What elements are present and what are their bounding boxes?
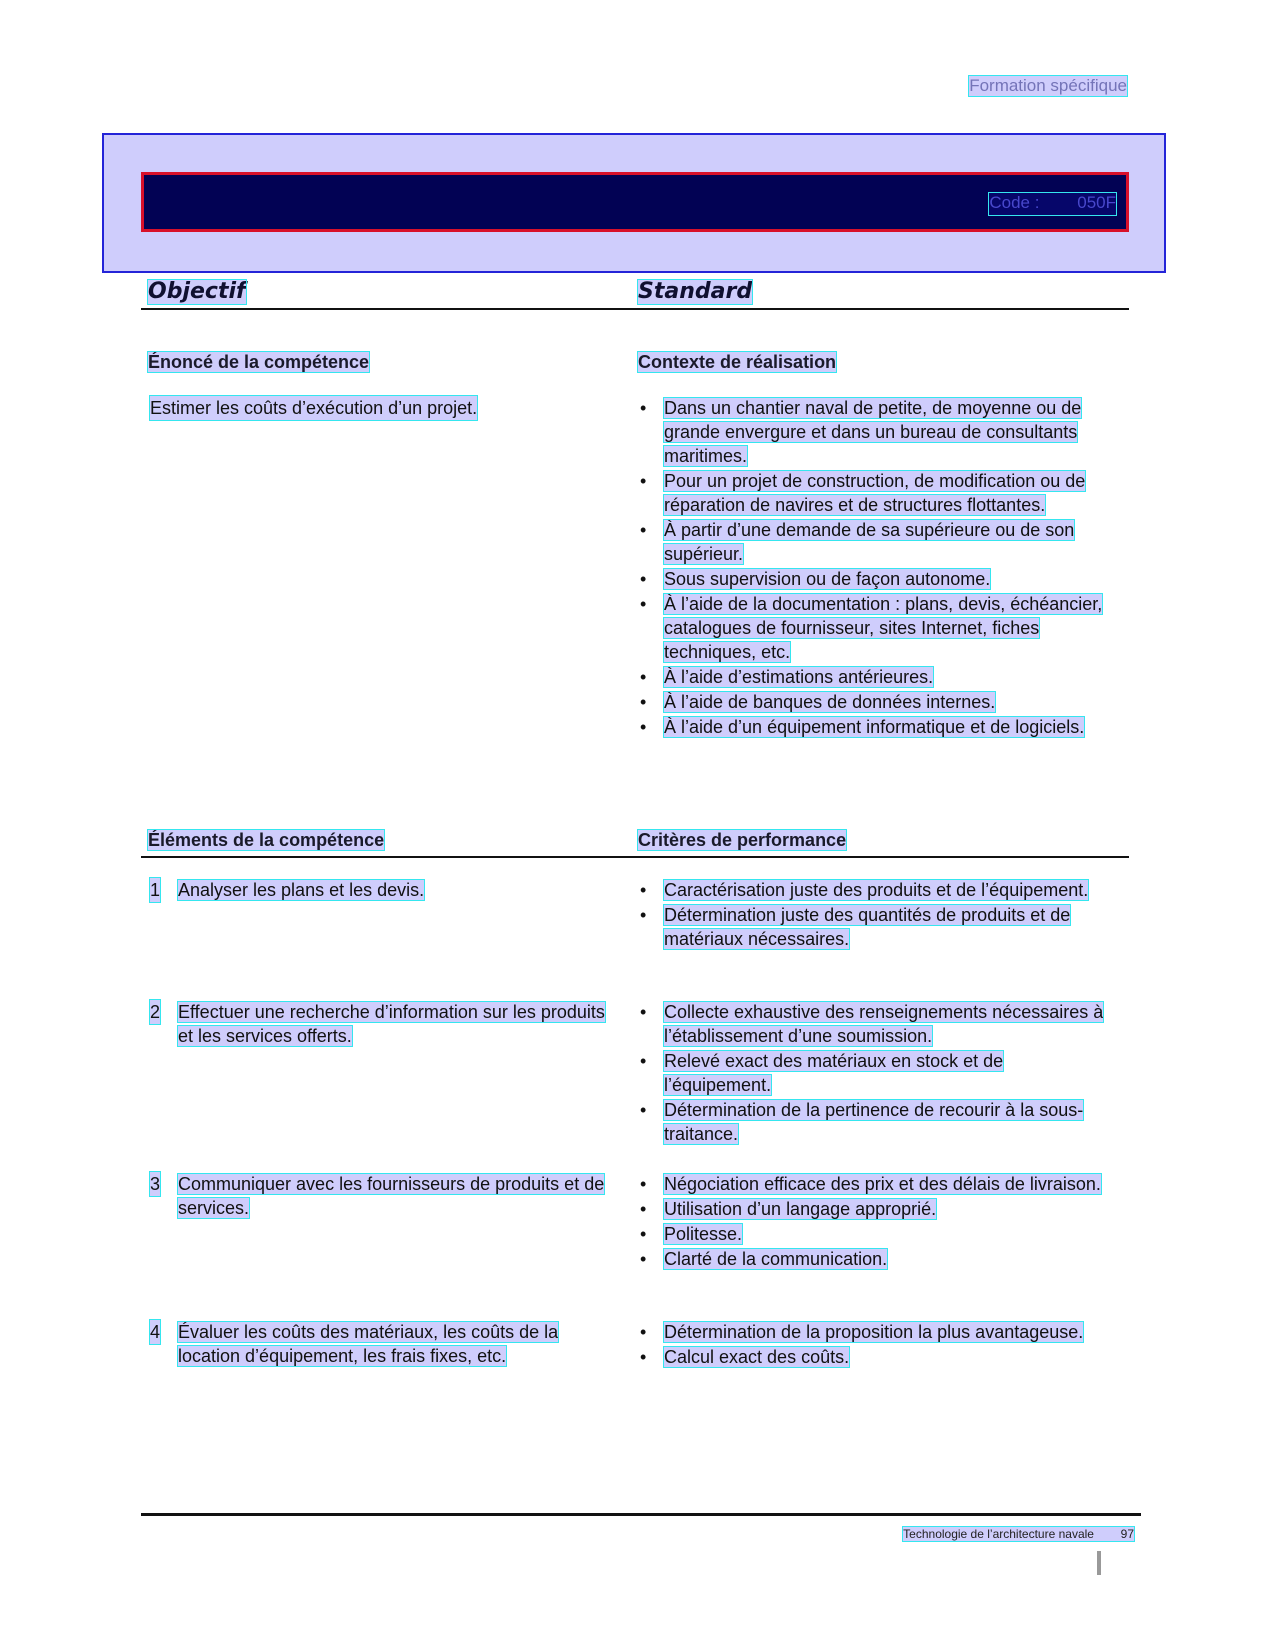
- element-2: [150, 1000, 620, 1048]
- criterion-item: [640, 1222, 1110, 1246]
- criterion-text: Détermination juste des quantités de produits et de matériaux nécessaires.: [664, 905, 1071, 949]
- context-item: [640, 567, 1110, 591]
- competency-statement-text: Estimer les coûts d’exécution d’un projet.: [150, 398, 478, 418]
- element-number: 4: [150, 1322, 161, 1342]
- context-item-text: À l’aide de banques de données internes.: [664, 692, 996, 712]
- criterion-item: [640, 1172, 1110, 1196]
- criteria-list-1: [640, 878, 1110, 952]
- criteria-list-2: [640, 1000, 1110, 1147]
- code-label: Code :: [989, 193, 1040, 212]
- criterion-text: Détermination de la proposition la plus avantageuse.: [664, 1322, 1084, 1342]
- criterion-item: [640, 903, 1110, 951]
- element-1: [150, 878, 620, 902]
- context-item: [640, 396, 1110, 468]
- footer-program: Technologie de l’architecture navale: [903, 1527, 1094, 1541]
- criterion-item: [640, 1320, 1110, 1344]
- elements-heading: Éléments de la compétence: [148, 830, 385, 850]
- context-item: [640, 469, 1110, 517]
- context-item-text: Dans un chantier naval de petite, de moyenne ou de grande envergure et dans un bureau de consultants maritimes.: [664, 398, 1082, 466]
- criterion-text: Clarté de la communication.: [664, 1249, 888, 1269]
- element-text: Communiquer avec les fournisseurs de produits et de services.: [178, 1174, 605, 1218]
- criterion-text: Collecte exhaustive des renseignements nécessaires à l’établissement d’une soumission.: [664, 1002, 1104, 1046]
- criteria-heading: Critères de performance: [638, 830, 847, 850]
- element-number: 3: [150, 1174, 161, 1194]
- element-text: Analyser les plans et les devis.: [178, 880, 425, 900]
- competency-banner-bar: [141, 172, 1129, 232]
- element-text: Évaluer les coûts des matériaux, les coûts de la location d’équipement, les frais fixes, etc.: [178, 1322, 559, 1366]
- competency-code: [989, 193, 1116, 215]
- program-section-label: Formation spécifique: [969, 76, 1127, 95]
- objective-standard-header: [141, 278, 1129, 310]
- competency-statement: [150, 396, 620, 420]
- criteria-list-4: [640, 1320, 1110, 1370]
- context-item: [640, 592, 1110, 664]
- standard-title: Standard: [638, 279, 753, 304]
- page-edge-mark: [1097, 1551, 1101, 1575]
- criterion-item: [640, 878, 1110, 902]
- context-item-text: À l’aide de la documentation : plans, devis, échéancier, catalogues de fournisseur, sites Internet, fiches techniques, etc.: [664, 594, 1103, 662]
- element-4: [150, 1320, 620, 1368]
- statement-heading: Énoncé de la compétence: [148, 352, 370, 372]
- context-item: [640, 715, 1110, 739]
- element-3: [150, 1172, 620, 1220]
- context-item-text: À l’aide d’un équipement informatique et de logiciels.: [664, 717, 1085, 737]
- criterion-item: [640, 1000, 1110, 1048]
- criterion-text: Détermination de la pertinence de recourir à la sous-traitance.: [664, 1100, 1084, 1144]
- footer-divider: [141, 1513, 1141, 1516]
- criterion-text: Calcul exact des coûts.: [664, 1347, 850, 1367]
- criterion-text: Négociation efficace des prix et des délais de livraison.: [664, 1174, 1101, 1194]
- context-item-text: Pour un projet de construction, de modification ou de réparation de navires et de structures flottantes.: [664, 471, 1086, 515]
- context-item-text: À partir d’une demande de sa supérieure ou de son supérieur.: [664, 520, 1075, 564]
- context-item-text: Sous supervision ou de façon autonome.: [664, 569, 991, 589]
- element-number: 1: [150, 880, 161, 900]
- element-text: Effectuer une recherche d’information sur les produits et les services offerts.: [178, 1002, 605, 1046]
- criterion-item: [640, 1345, 1110, 1369]
- footer: [903, 1527, 1134, 1541]
- section-elements-header: [141, 830, 1129, 858]
- criterion-item: [640, 1098, 1110, 1146]
- objective-title: Objectif: [148, 279, 246, 304]
- criterion-item: [640, 1049, 1110, 1097]
- page-number: 97: [1120, 1527, 1134, 1541]
- element-number: 2: [150, 1002, 161, 1022]
- context-item: [640, 665, 1110, 689]
- criterion-item: [640, 1197, 1110, 1221]
- criteria-list-3: [640, 1172, 1110, 1272]
- code-value: 050F: [1077, 193, 1116, 212]
- criterion-text: Utilisation d’un langage approprié.: [664, 1199, 937, 1219]
- context-item: [640, 690, 1110, 714]
- criterion-item: [640, 1247, 1110, 1271]
- context-item-text: À l’aide d’estimations antérieures.: [664, 667, 934, 687]
- context-item: [640, 518, 1110, 566]
- criterion-text: Politesse.: [664, 1224, 743, 1244]
- criterion-text: Relevé exact des matériaux en stock et de l’équipement.: [664, 1051, 1004, 1095]
- criterion-text: Caractérisation juste des produits et de l’équipement.: [664, 880, 1089, 900]
- context-heading: Contexte de réalisation: [638, 352, 837, 372]
- context-list: [640, 396, 1110, 740]
